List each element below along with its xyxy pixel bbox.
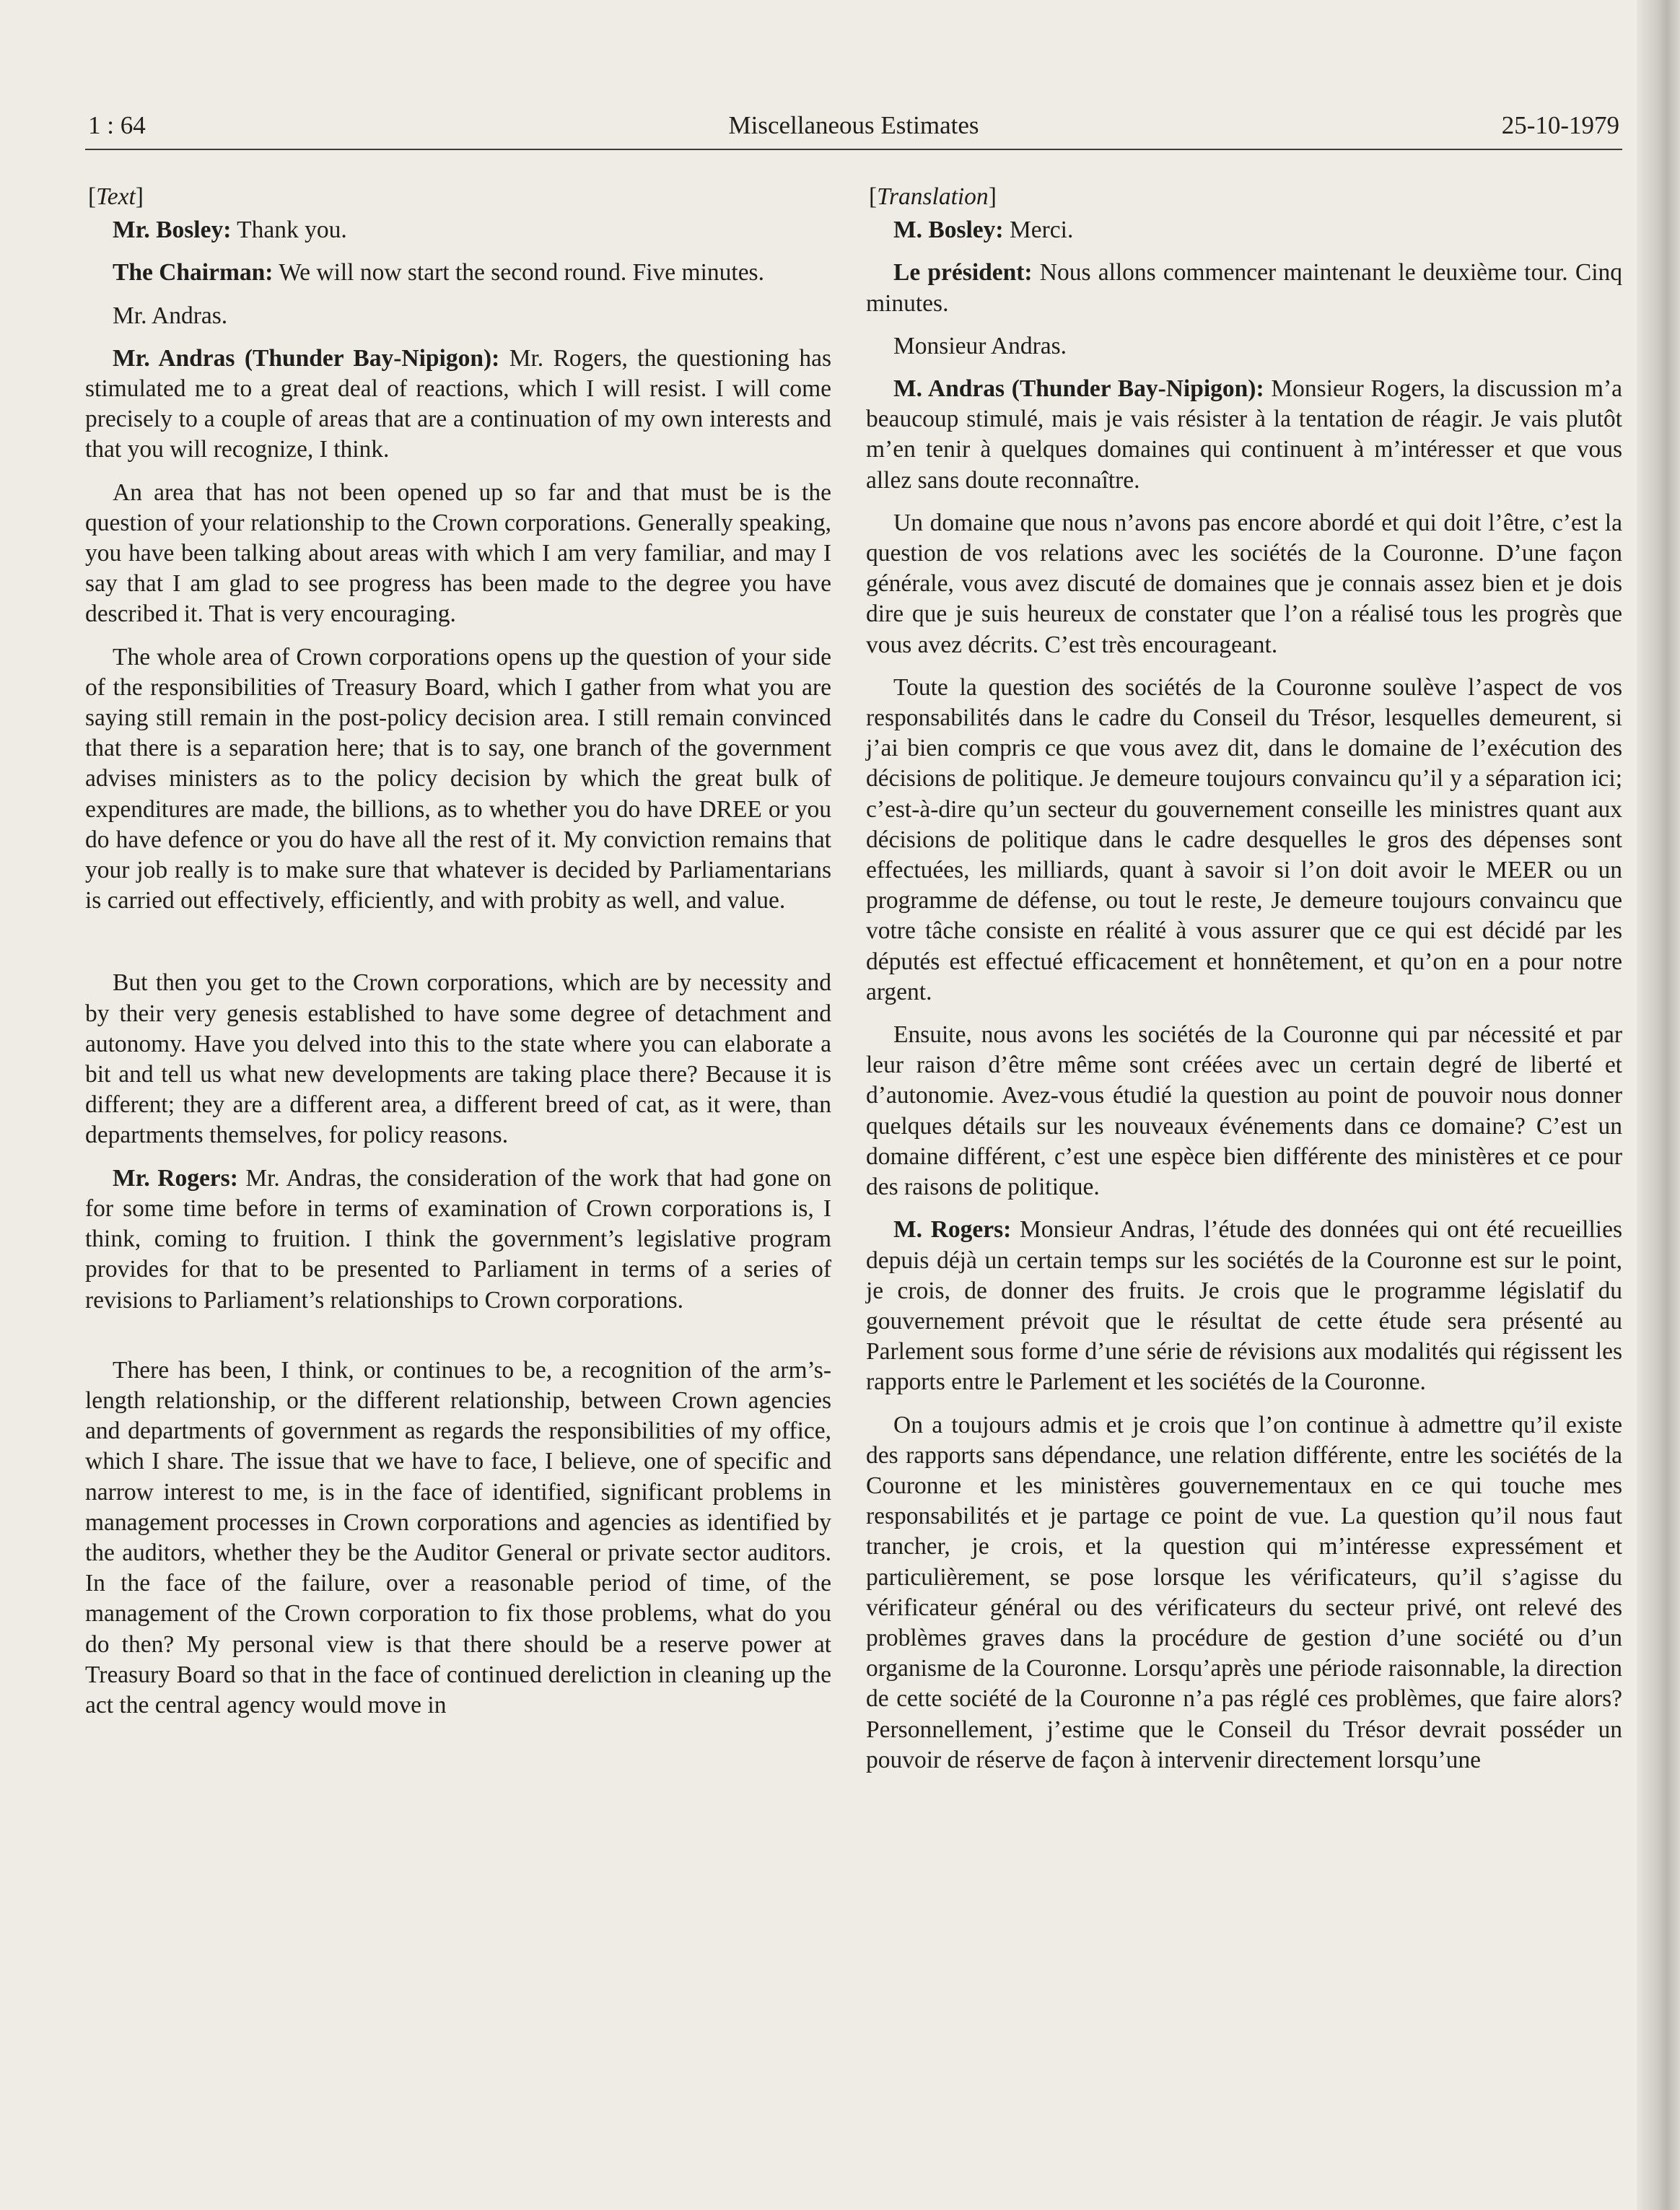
paragraph-text: There has been, I think, or continues to be, a recognition of the arm’s-length relationship, or the different relationship, between Crown agencies and departments of government as regards the responsibilities of my office, which I share. The issue that we have to face, I believe, one of specific and narrow interest to me, is in the face of identified, significant problems in management processes in Crown corporations and agencies as identified by the auditors, whether they be the Auditor General or private sector auditors. In the face of the failure, over a reasonable period of time, of the management of the Crown corporation to fix those problems, what do you do then? My personal view is that there should be a reserve power at Treasury Board so that in the face of continued dereliction in cleaning up the act the central agency would move in — [85, 1356, 831, 1718]
speaker: M. Bosley: — [893, 217, 1004, 244]
paragraph-text: Toute la question des sociétés de la Couronne soulève l’aspect de vos responsabilités dans le cadre du Conseil du Trésor, lesquelles demeurent, si j’ai bien compris ce que vous avez dit, dans le domaine de l’exécution des décisions de politique. Je demeure toujours convaincu qu’il y a séparation ici; c’est-à-dire qu’un secteur du gouvernement conseille les ministres quant aux décisions de politique dans le cadre desquelles le gros des dépenses sont effectuées, les milliards, quant à savoir si l’on doit avoir le MEER ou un programme de défense, ou tout le reste, Je demeure toujours convaincu que votre tâche consiste en réalité à vous assurer que ce qui est décidé par les députés est effectué efficacement et honnêtement, et qu’on en a pour notre argent. — [866, 673, 1622, 1005]
paragraph-text: Mr. Andras. — [113, 302, 228, 329]
paragraph-text: Monsieur Andras. — [893, 332, 1067, 359]
paragraph-text: An area that has not been opened up so far and that must be is the question of your relationship to the Crown corporations. Generally speaking, you have been talking about areas with which I am very familiar, and may I say that I am glad to see progress has been made to the degree you have described it. That is very encouraging. — [85, 479, 831, 628]
paragraph-text: Thank you. — [231, 217, 347, 244]
paragraph-text: We will now start the second round. Five minutes. — [273, 259, 764, 287]
paragraph-text: Ensuite, nous avons les sociétés de la Couronne qui par nécessité et par leur raison d’être même sont créées avec un certain degré de liberté et d’autonomie. Avez-vous étudié la question au point de pouvoir nous donner quelques détails sur les nouveaux événements dans ce domaine? C’est un domaine différent, c’est une espèce bien différente des ministères et ce pour des raisons de politique. — [866, 1021, 1622, 1201]
paragraph-text: The whole area of Crown corporations opens up the question of your side of the responsibilities of Treasury Board, which I gather from what you are saying still remain in the post-policy decision area. I still remain convinced that there is a separation here; that is to say, one branch of the government advises ministers as to the policy decision by which the great bulk of expenditures are made, the billions, as to whether you do have DREE or you do have defence or you do have all the rest of it. My conviction remains that your job really is to make sure that whatever is decided by Parliamentarians is carried out effectively, efficiently, and with probity as well, and value. — [85, 643, 831, 914]
column-tag: [Text] — [88, 183, 144, 210]
paragraph-text: Un domaine que nous n’avons pas encore abordé et qui doit l’être, c’est la question de vos relations avec les sociétés de la Couronne. D’une façon générale, vous avez discuté de domaines que je connais assez bien et je dois dire que je suis heureux de constater que l’on a réalisé tous les progrès que vous avez décrits. C’est très encourageant. — [866, 509, 1622, 658]
page-date: 25-10-1979 — [1501, 111, 1619, 139]
paragraph — [866, 1020, 1622, 1202]
paragraph — [866, 258, 1622, 318]
page-edge-shadow — [1637, 0, 1680, 2210]
paragraph — [866, 673, 1622, 1008]
page-number: 1 : 64 — [88, 111, 146, 139]
paragraph-text: Mr. Andras, the consideration of the work that had gone on for some time before in terms of examination of Crown corporations is, I think, coming to fruition. I think the government’s legislative program provides for that to be presented to Parliament in terms of a series of revisions to Parliament’s relationships to Crown corporations. — [85, 1164, 831, 1314]
paragraph — [85, 215, 831, 245]
speaker: M. Rogers: — [893, 1216, 1012, 1244]
paragraph — [866, 508, 1622, 660]
paragraph — [85, 478, 831, 630]
speaker: Mr. Rogers: — [113, 1164, 238, 1192]
paragraph-text: On a toujours admis et je crois que l’on continue à admettre qu’il existe des rapports sans dépendance, une relation différente, entre les sociétés de la Couronne et les ministères gouvernementaux en ce qui touche mes responsabilités et je partage ce point de vue. La question qu’il nous faut trancher, je crois, et la question qui m’intéresse expressément et particulièrement, se pose lorsque les vérificateurs, qu’il s’agisse du vérificateur général ou des vérificateurs du secteur privé, ont relevé des problèmes graves dans la procédure de gestion d’une société ou d’un organisme de la Couronne. Lorsqu’après une période raisonnable, la direction de cette société de la Couronne n’a pas réglé ces problèmes, que faire alors? Personnellement, j’estime que le Conseil du Trésor devrait posséder un pouvoir de réserve de façon à intervenir directement lorsqu’une — [866, 1411, 1622, 1773]
paragraph-text: Monsieur Rogers, la discussion m’a beaucoup stimulé, mais je vais résister à la tentation de réagir. Je vais plutôt m’en tenir à quelques domaines qui continuent à m’intéresser et que vous allez sans doute reconnaître. — [866, 375, 1622, 494]
paragraph-text: Monsieur Andras, l’étude des données qui ont été recueillies depuis déjà un certain temps sur les sociétés de la Couronne est sur le point, je crois, de donner des fruits. Je crois que le programme législatif du gouvernement prévoit que le résultat de cette étude sera présenté au Parlement sous forme d’une série de révisions aux modalités qui régissent les rapports entre le Parlement et les sociétés de la Couronne. — [866, 1216, 1622, 1396]
column-tag-label: Translation — [877, 183, 989, 210]
page-header — [85, 108, 1622, 150]
paragraph-text: Merci. — [1003, 217, 1074, 244]
speaker: Mr. Bosley: — [113, 217, 232, 244]
paragraph-text: Nous allons commencer maintenant le deuxième tour. Cinq minutes. — [866, 259, 1623, 317]
paragraph-text: Mr. Rogers, the questioning has stimulated me to a great deal of reactions, which I will resist. I will come precisely to a couple of areas that are a continuation of my own interests and that you will recognize, I think. — [85, 344, 831, 463]
paragraph — [85, 301, 831, 331]
speaker: Le président: — [893, 259, 1033, 287]
paragraph-text: But then you get to the Crown corporations, which are by necessity and by their very genesis established to have some degree of detachment and autonomy. Have you delved into this to the state where you can elaborate a bit and tell us what new developments are taking place there? Because it is different; they are a different area, a different breed of cat, as it were, than departments themselves, for policy reasons. — [85, 969, 831, 1149]
paragraph — [85, 258, 831, 288]
paragraph — [866, 215, 1622, 245]
paragraph — [866, 1410, 1622, 1776]
paragraph — [866, 331, 1622, 362]
paragraph — [85, 1163, 831, 1316]
paragraph — [866, 1215, 1622, 1397]
column-tag: [Translation] — [869, 183, 997, 210]
paragraph — [85, 344, 831, 466]
paragraph — [85, 968, 831, 1150]
speaker: Mr. Andras (Thunder Bay-Nipigon): — [113, 344, 500, 372]
french-column — [866, 182, 1622, 1788]
page-title: Miscellaneous Estimates — [728, 111, 979, 139]
paragraph — [85, 642, 831, 917]
english-column — [85, 182, 831, 1733]
paragraph — [85, 1355, 831, 1721]
column-tag-label: Text — [96, 183, 136, 210]
paragraph — [866, 374, 1622, 496]
speaker: The Chairman: — [113, 259, 274, 287]
speaker: M. Andras (Thunder Bay-Nipigon): — [893, 375, 1264, 403]
